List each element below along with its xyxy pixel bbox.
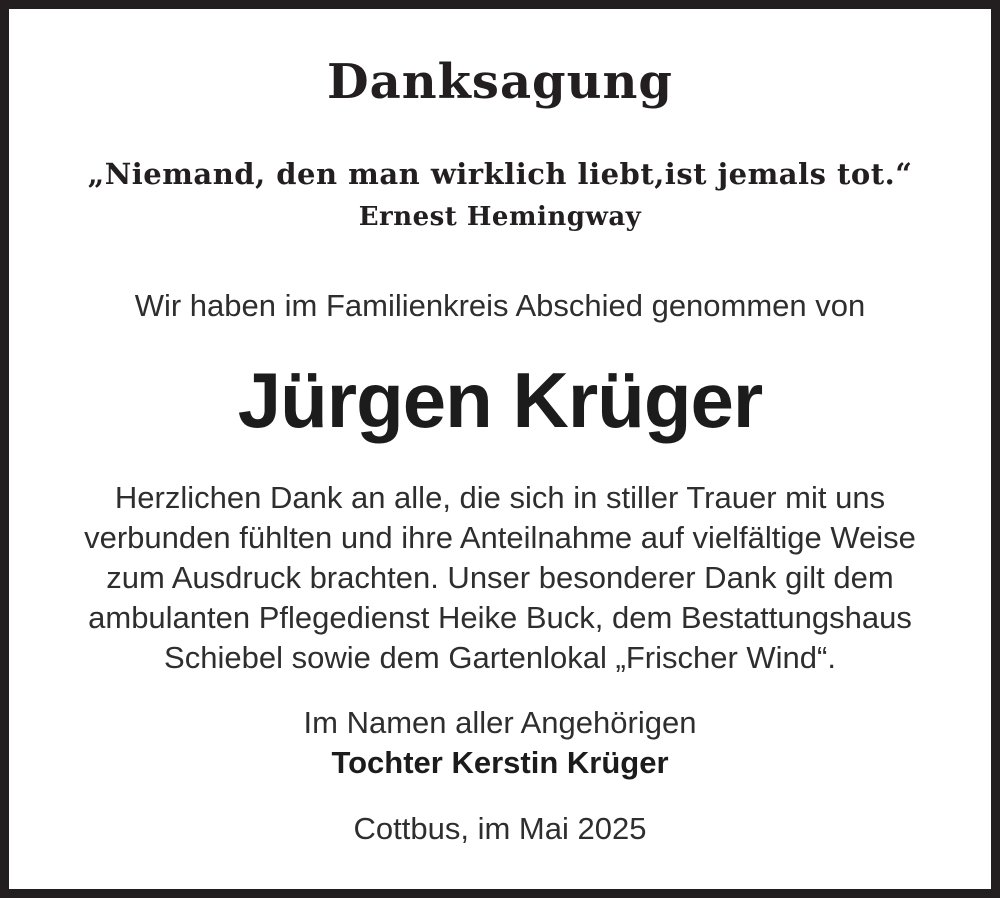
- deceased-name: Jürgen Krüger: [237, 356, 763, 445]
- closing-line: Im Namen aller Angehörigen: [303, 704, 697, 740]
- thanks-line: verbunden fühlten und ihre Anteilnahme auf vielfältige Weise: [84, 519, 916, 555]
- place-date: Cottbus, im Mai 2025: [353, 810, 647, 846]
- notice-title: Danksagung: [327, 54, 673, 110]
- signature-name: Tochter Kerstin Krüger: [331, 744, 669, 780]
- quote-block: [9, 158, 991, 233]
- intro-line: Wir haben im Familienkreis Abschied genommen von: [134, 288, 866, 324]
- thanks-line: Herzlichen Dank an alle, die sich in stiller Trauer mit uns: [114, 479, 886, 515]
- quote-text: „Niemand, den man wirklich liebt,ist jemals tot.“: [87, 157, 913, 191]
- quote-author: Ernest Hemingway: [358, 202, 642, 233]
- thanks-paragraph: [9, 478, 991, 678]
- thanks-line: Schiebel sowie dem Gartenlokal „Frischer Wind“.: [164, 639, 836, 675]
- thanks-line: zum Ausdruck brachten. Unser besonderer Dank gilt dem: [106, 559, 894, 595]
- closing-block: [9, 703, 991, 783]
- thanks-line: ambulanten Pflegedienst Heike Buck, dem Bestattungshaus: [88, 599, 912, 635]
